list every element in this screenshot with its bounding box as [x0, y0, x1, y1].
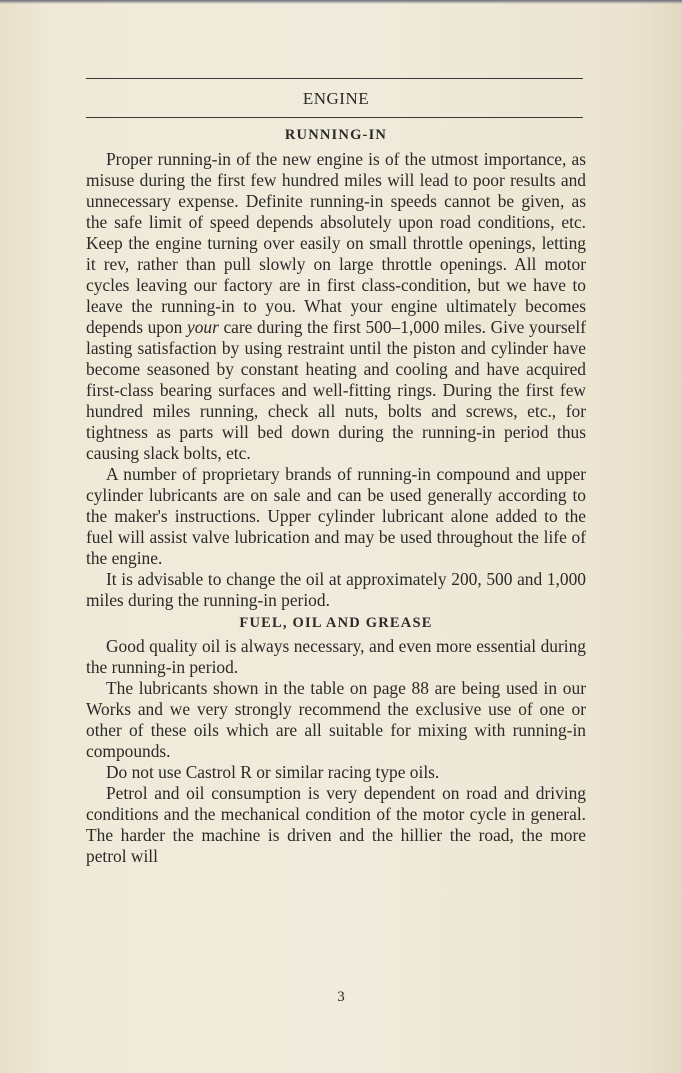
paragraph: It is advisable to change the oil at approximately 200, 500 and 1,000 miles during the running-in period.	[86, 569, 586, 610]
page-content	[86, 78, 586, 867]
page-number: 3	[337, 989, 345, 1005]
paragraph: Do not use Castrol R or similar racing type oils.	[106, 762, 440, 782]
section-heading-fuel-oil-grease: FUEL, OIL AND GREASE	[239, 615, 433, 631]
section-heading-running-in: RUNNING-IN	[284, 127, 388, 143]
header-rule-bottom	[86, 117, 583, 118]
emphasis: your	[186, 317, 219, 337]
paragraph: Good quality oil is always necessary, and even more essential during the running-in period.	[86, 636, 586, 677]
page-top-edge	[0, 0, 682, 4]
header-rule-top	[86, 78, 583, 79]
page-title: ENGINE	[302, 89, 370, 108]
paragraph: Petrol and oil consumption is very dependent on road and driving conditions and the mechanical condition of the motor cycle in general. The harder the machine is driven and the hillier the road, the more petrol will	[86, 783, 586, 866]
paragraph: Proper running-in of the new engine is of the utmost importance, as misuse during the first few hundred miles will lead to poor results and unnecessary expense. Definite running-in speeds cannot be given, as the safe limit of speed depends absolutely upon road conditions, etc. Keep the engine turning over easily on small throttle openings, letting it rev, rather than pull slowly on large throttle openings. All motor cycles leaving our factory are in first class-condition, but we have to leave the running-in to you. What your engine ultimately becomes depends upon your care during the first 500–1,000 miles. Give yourself lasting satisfaction by using restraint until the piston and cylinder have become seasoned by constant heating and cooling and have acquired first-class bearing surfaces and well-fitting rings. During the first few hundred miles running, check all nuts, bolts and screws, etc., for tightness as parts will bed down during the running-in period thus causing slack bolts, etc.	[86, 149, 586, 463]
paragraph: A number of proprietary brands of running-in compound and upper cylinder lubricants are on sale and can be used generally according to the maker's instructions. Upper cylinder lubricant alone added to the fuel will assist valve lubrication and may be used throughout the life of the engine.	[86, 464, 586, 568]
paragraph: The lubricants shown in the table on page 88 are being used in our Works and we very strongly recommend the exclusive use of one or other of these oils which are all suitable for mixing with running-in compounds.	[86, 678, 586, 761]
